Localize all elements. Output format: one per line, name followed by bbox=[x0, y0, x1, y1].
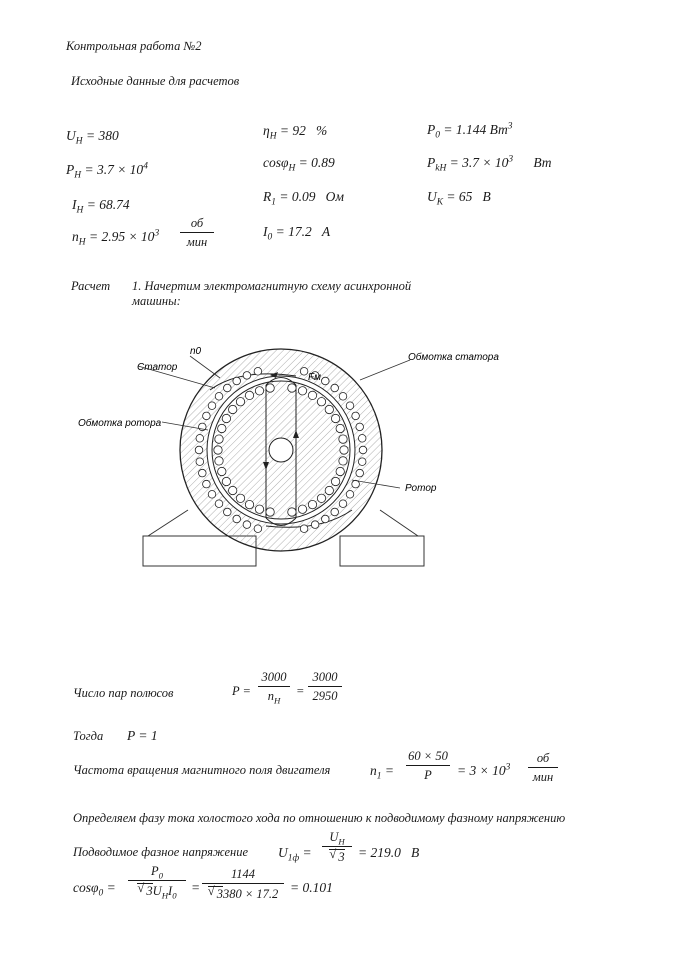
machine-diagram bbox=[70, 330, 520, 575]
rotor-conductor bbox=[218, 467, 226, 475]
stator-conductor bbox=[208, 402, 216, 410]
uphase-label: Подводимое фазное напряжение bbox=[73, 845, 248, 859]
then-label: Тогда bbox=[73, 729, 104, 743]
freq-label: Частота вращения магнитного поля двигателя bbox=[73, 763, 331, 777]
uphase-lhs: $U_{1ф}$ = bbox=[278, 845, 312, 864]
stator-conductor bbox=[331, 508, 339, 516]
stator-conductor bbox=[358, 458, 366, 466]
rotor-conductor bbox=[266, 384, 274, 392]
rotor-conductor bbox=[245, 391, 253, 399]
poles-frac-1: $\frac{3000}{n_H}$ bbox=[258, 670, 290, 704]
freq-lhs: $n_1$ = bbox=[370, 763, 394, 782]
rotor-conductor bbox=[245, 500, 253, 508]
stator-conductor bbox=[203, 412, 211, 420]
stator-conductor bbox=[359, 446, 367, 454]
stator-conductor bbox=[339, 500, 347, 508]
rotor-conductor bbox=[218, 424, 226, 432]
rotor-conductor bbox=[229, 486, 237, 494]
stator-conductor bbox=[243, 521, 251, 529]
stator-conductor bbox=[300, 368, 308, 376]
rotor-conductor bbox=[236, 494, 244, 502]
rotor-conductor bbox=[317, 398, 325, 406]
rotor-conductor bbox=[266, 508, 274, 516]
param-nh: $n_H = 2.95 \times 10^3$ bbox=[72, 228, 160, 248]
doc-title: Контрольная работа №2 bbox=[66, 39, 202, 53]
label-rotor: Ротор bbox=[405, 483, 437, 494]
poles-lhs: P = bbox=[232, 684, 251, 698]
stator-conductor bbox=[311, 521, 319, 529]
stator-conductor bbox=[215, 500, 223, 508]
param-cos-h: cosφ$_H$ = 0.89 bbox=[263, 155, 335, 174]
cos-lhs: cosφ$_0$ = bbox=[73, 880, 116, 899]
doc-subtitle: Исходные данные для расчетов bbox=[71, 74, 240, 88]
rotor-conductor bbox=[236, 398, 244, 406]
rotor-conductor bbox=[317, 494, 325, 502]
freq-frac: $\frac{60 \times 50}{P}$ bbox=[406, 749, 450, 783]
stator-conductor bbox=[300, 525, 308, 533]
rotor-conductor bbox=[331, 414, 339, 422]
uphase-frac: $U_H$ √ 3 bbox=[322, 830, 352, 865]
freq-result: = $3 \times 10^3$ bbox=[457, 762, 511, 778]
param-i0: $I_0 = 17.2$ А bbox=[263, 224, 331, 243]
stator-conductor bbox=[322, 377, 330, 385]
rotor-conductor bbox=[325, 486, 333, 494]
stator-conductor bbox=[195, 446, 203, 454]
stator-conductor bbox=[224, 384, 232, 392]
stator-conductor bbox=[224, 508, 232, 516]
rotor-conductor bbox=[308, 391, 316, 399]
rotor-conductor bbox=[336, 467, 344, 475]
rotor-conductor bbox=[298, 505, 306, 513]
param-p0: $P_0 = 1.144$ $Вт^3$ bbox=[427, 121, 513, 141]
rotor-conductor bbox=[308, 500, 316, 508]
param-eta: $\eta_H = 92$ % bbox=[263, 123, 328, 142]
rotor-conductor bbox=[325, 405, 333, 413]
calc-step1-line2: машины: bbox=[132, 294, 181, 308]
stator-conductor bbox=[203, 480, 211, 488]
param-uk: $U_K = 65$ В bbox=[427, 189, 491, 208]
rotor-conductor bbox=[214, 446, 222, 454]
rotor-conductor bbox=[340, 446, 348, 454]
calc-step1-line1: 1. Начертим электромагнитную схему асинхронной bbox=[132, 279, 412, 293]
cos-frac-2: 1144 √ 3380 × 17.2 bbox=[202, 867, 284, 902]
stator-conductor bbox=[331, 384, 339, 392]
poles-eq: = bbox=[296, 684, 305, 698]
stator-conductor bbox=[254, 368, 262, 376]
stator-conductor bbox=[352, 412, 360, 420]
stator-conductor bbox=[199, 469, 207, 477]
rotor-conductor bbox=[255, 387, 263, 395]
rotor-conductor bbox=[215, 435, 223, 443]
param-ph: $P_H = 3.7 \times 10^4$ bbox=[66, 161, 148, 181]
stator-conductor bbox=[356, 469, 364, 477]
stator-conductor bbox=[358, 435, 366, 443]
cos-result: = 0.101 bbox=[290, 880, 333, 895]
stator-conductor bbox=[196, 435, 204, 443]
cos-eq2: = bbox=[191, 880, 201, 895]
stator-conductor bbox=[233, 377, 241, 385]
then-expr: P = 1 bbox=[127, 728, 158, 743]
rotor-conductor bbox=[298, 387, 306, 395]
label-stator-winding: Обмотка статора bbox=[408, 352, 499, 363]
rotor-conductor bbox=[215, 457, 223, 465]
rotor-conductor bbox=[339, 435, 347, 443]
rotor-conductor bbox=[339, 457, 347, 465]
param-nh-unit: об мин bbox=[180, 216, 214, 250]
stator-conductor bbox=[208, 491, 216, 499]
rotor-conductor bbox=[255, 505, 263, 513]
stator-conductor bbox=[215, 393, 223, 401]
param-ih: $I_H = 68.74$ bbox=[72, 197, 130, 216]
stator-conductor bbox=[322, 515, 330, 523]
label-stator: Статор bbox=[137, 362, 178, 373]
param-uh: $U_H = 380$ bbox=[66, 128, 119, 147]
uphase-result: = 219.0 В bbox=[358, 845, 420, 860]
calc-label: Расчет bbox=[71, 279, 111, 293]
rotor-conductor bbox=[336, 424, 344, 432]
stator-conductor bbox=[243, 372, 251, 380]
cos-frac-1: $P_0$ √ $3U_HI_0$ bbox=[128, 864, 186, 899]
stator-conductor bbox=[254, 525, 262, 533]
stator-conductor bbox=[346, 402, 354, 410]
rotor-conductor bbox=[229, 405, 237, 413]
phase-text: Определяем фазу тока холостого хода по отношению к подводимому фазному напряжению bbox=[73, 811, 566, 825]
label-n0: n0 bbox=[190, 346, 202, 357]
stator-conductor bbox=[339, 393, 347, 401]
label-rotor-winding: Обмотка ротора bbox=[78, 418, 162, 429]
stator-conductor bbox=[356, 423, 364, 431]
stator-conductor bbox=[196, 458, 204, 466]
param-pkh: $P_{kH} = 3.7 \times 10^3$ Вт bbox=[427, 154, 552, 174]
stator-conductor bbox=[346, 491, 354, 499]
poles-frac-2: $\frac{3000}{2950}$ bbox=[308, 670, 342, 704]
rotor-conductor bbox=[331, 477, 339, 485]
freq-unit: об мин bbox=[528, 751, 558, 785]
label-fm: Fм bbox=[308, 372, 321, 383]
rotor-conductor bbox=[288, 384, 296, 392]
stator-conductor bbox=[233, 515, 241, 523]
rotor-conductor bbox=[288, 508, 296, 516]
rotor-conductor bbox=[222, 477, 230, 485]
shaft bbox=[269, 438, 293, 462]
poles-label: Число пар полюсов bbox=[73, 686, 174, 700]
rotor-conductor bbox=[222, 414, 230, 422]
param-r1: $R_1 = 0.09$ Ом bbox=[263, 189, 344, 208]
